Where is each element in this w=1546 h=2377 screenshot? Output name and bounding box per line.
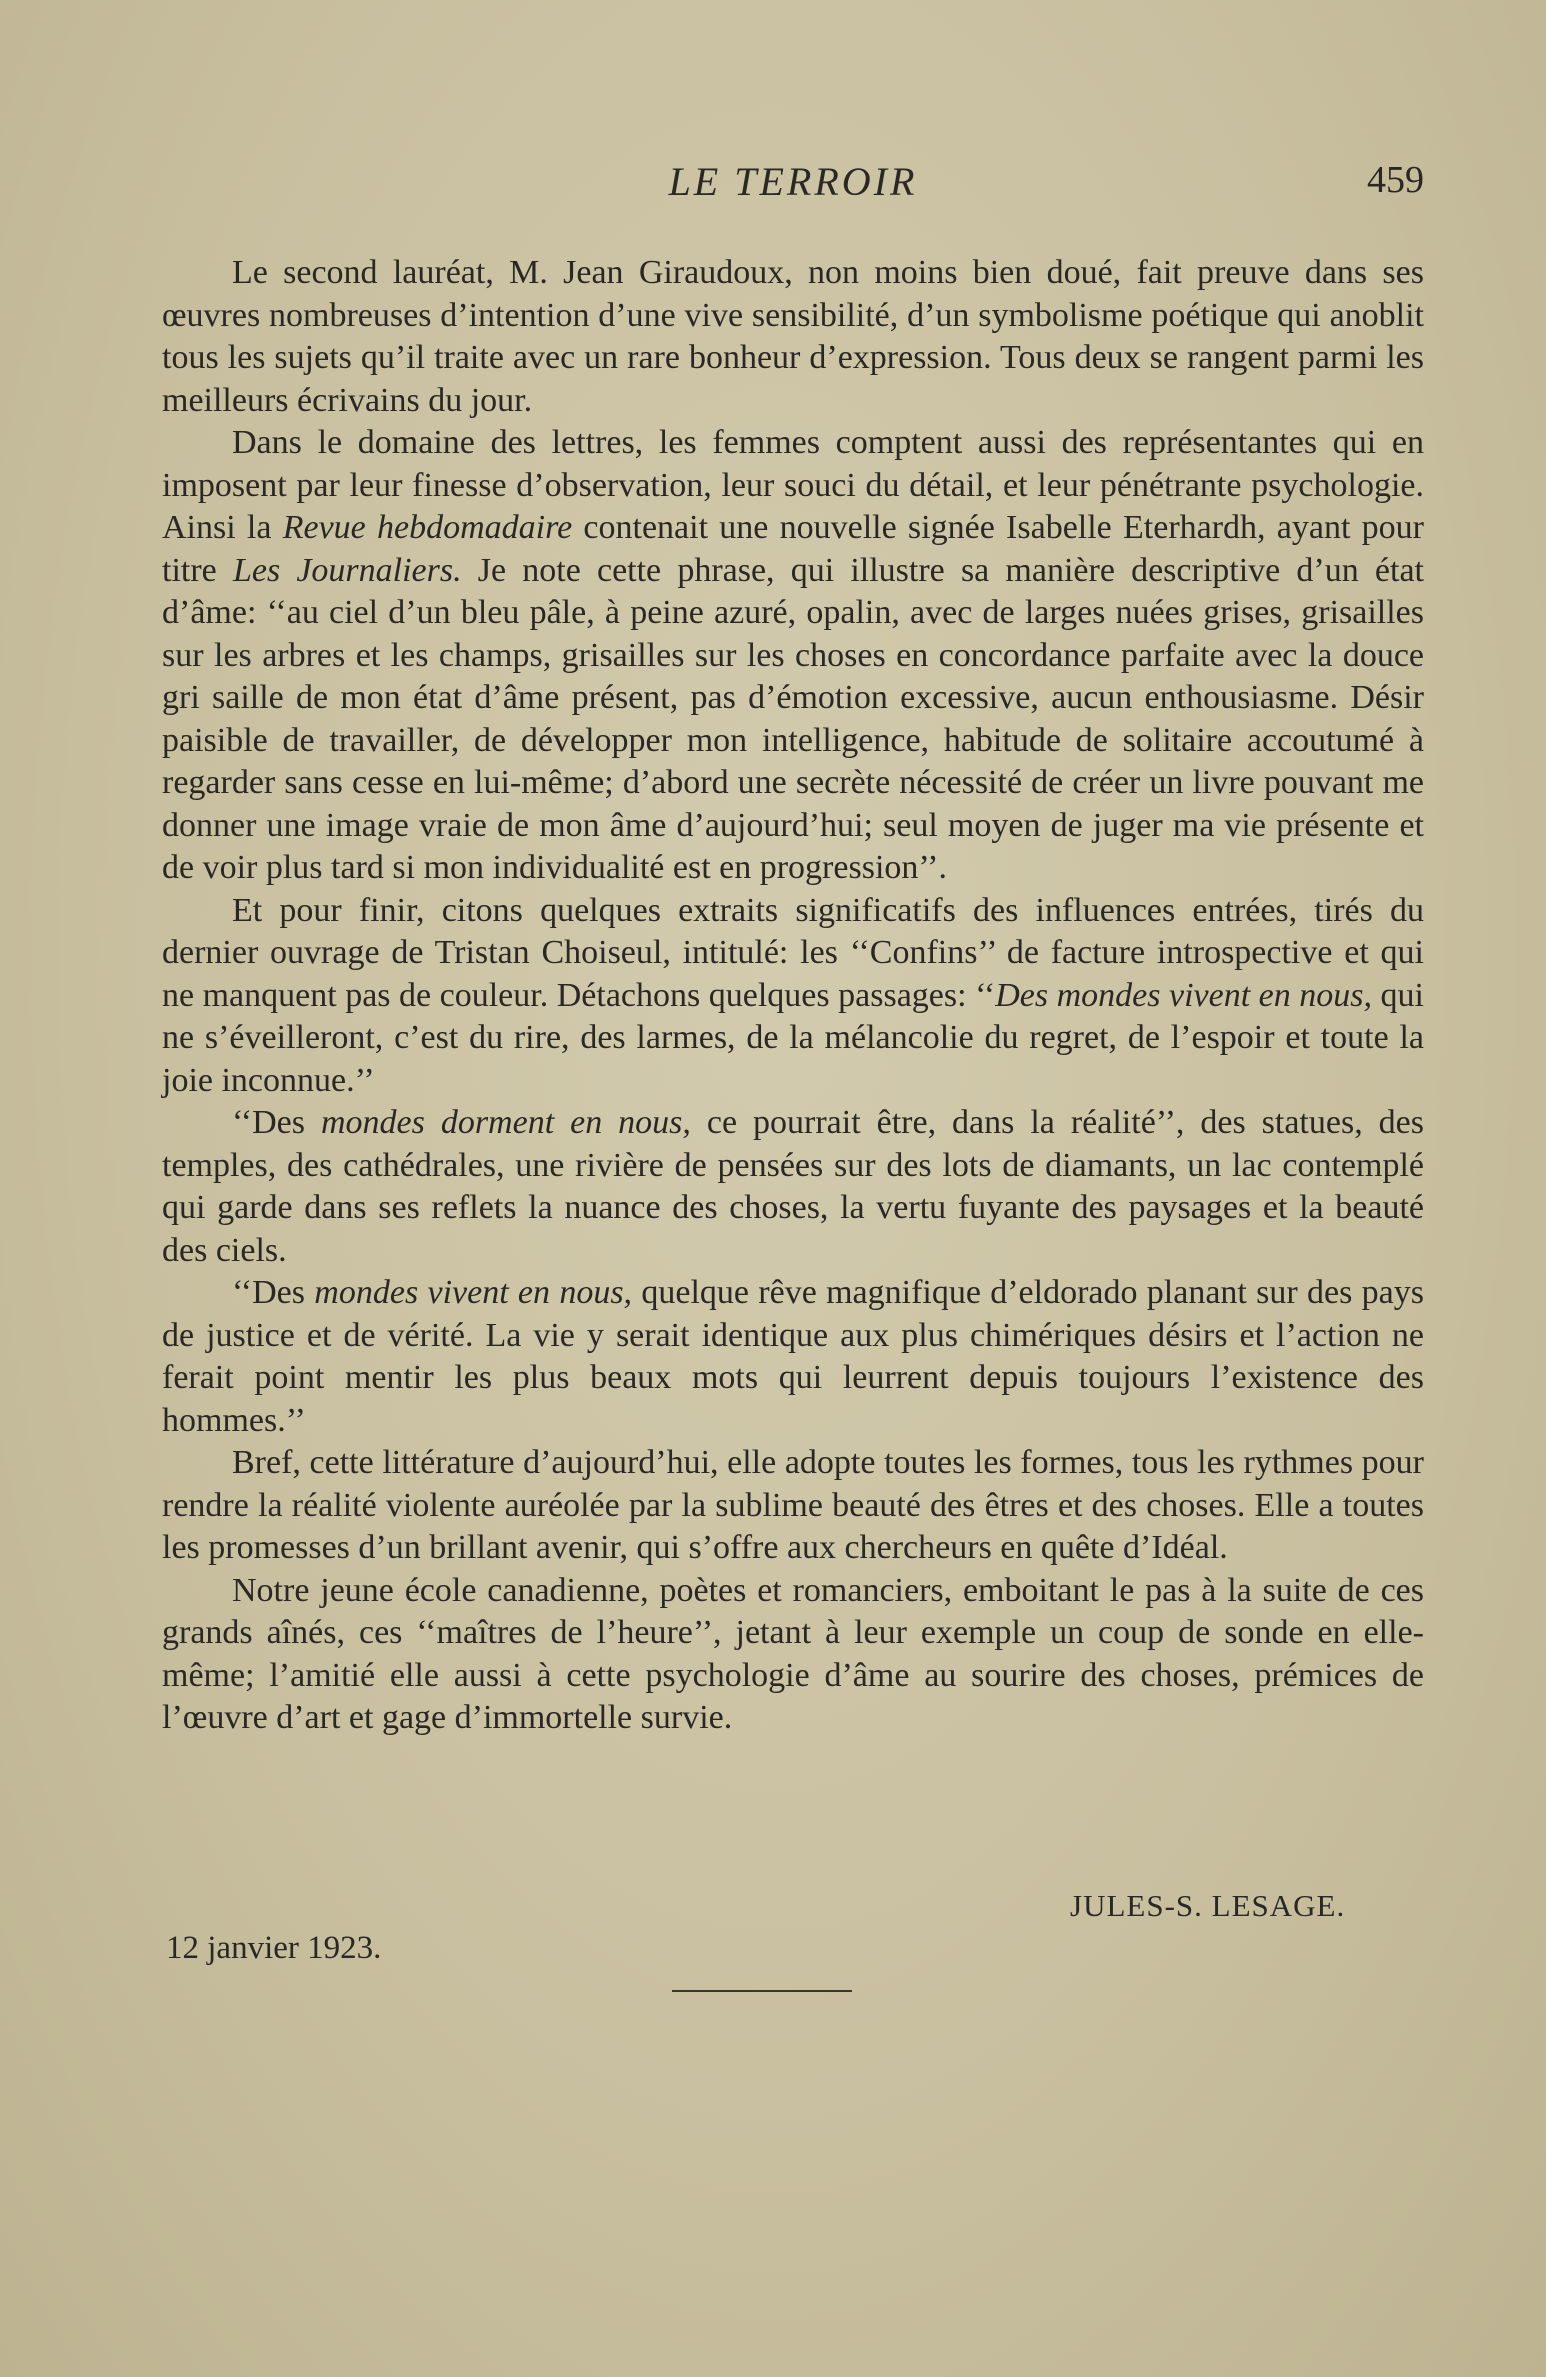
text-segment: Et pour finir, citons quelques extraits significatifs des influences entrées, tirés du dernier ouvrage de Tristan Choiseul, intitulé: les ‘‘Confins’’ de facture introspective et qui ne manquent pas de couleur. Détachons quelques passages: ‘‘ (162, 891, 1424, 1014)
text-segment: Dans le domaine des lettres, les femmes comptent aussi des représentantes qui en imposent par leur finesse d’observation, leur souci du détail, et leur pénétrante psychologie. Ainsi la (162, 424, 1424, 546)
italic-segment: mondes dorment en nous, (320, 1104, 691, 1141)
text-segment: quelque rêve magnifique d’eldorado planant sur des pays de justice et de vérité. La vie y serait identique aux plus chimériques désirs et l’action ne ferait point mentir les plus beaux mots qui leurrent depuis toujours l’existence des hommes.’’ (162, 1274, 1424, 1439)
running-title: LE TERROIR (668, 159, 918, 204)
author-signature: JULES-S. LESAGE. (1070, 1888, 1346, 1923)
closing-rule (672, 1990, 852, 1992)
text-segment: contenait une nouvelle signée Isabelle Eterhardh, ayant pour titre (162, 509, 1424, 589)
italic-segment: Les Journaliers. (232, 551, 462, 589)
date-line: 12 janvier 1923. (166, 1930, 382, 1966)
text-segment: Notre jeune école canadienne, poètes et romanciers, emboitant le pas à la suite de ces grands aînés, ces ‘‘maîtres de l’heure’’, jetant à leur exemple un coup de sonde en elle-même; l’amitié elle aussi à cette psychologie d’âme au sourire des choses, prémices de l’œuvre d’art et gage d’immortelle survie. (162, 1571, 1424, 1736)
paragraph (162, 890, 1424, 1103)
italic-segment: mondes vivent en nous, (314, 1274, 633, 1311)
page-number: 459 (1367, 159, 1424, 201)
article-body (162, 252, 1424, 1740)
paragraph (162, 1570, 1424, 1740)
paragraph (162, 252, 1424, 422)
text-segment: Je note cette phrase, qui illustre sa manière descriptive d’un état d’âme: ‘‘au ciel d’un bleu pâle, à peine azuré, opalin, avec de larges nuées grises, grisailles sur les arbres et les champs, grisailles sur les choses en concordance parfaite avec la douce gri saille de mon état d’âme présent, pas d’émotion excessive, aucun enthousiasme. Désir paisible de travailler, de développer mon intelligence, habitude de solitaire accoutumé à regarder sans cesse en lui-même; d’abord une secrète nécessité de créer un livre pouvant me donner une image vraie de mon âme d’aujourd’hui; seul moyen de juger ma vie présente et de voir plus tard si mon individualité est en progression’’. (162, 551, 1424, 886)
text-segment: Le second lauréat, M. Jean Giraudoux, non moins bien doué, fait preuve dans ses œuvres nombreuses d’intention d’une vive sensibilité, d’un symbolisme poétique qui anoblit tous les sujets qu’il traite avec un rare bonheur d’expression. Tous deux se rangent parmi les meilleurs écrivains du jour. (162, 254, 1424, 419)
paragraph (162, 422, 1424, 890)
paragraph (162, 1272, 1424, 1442)
text-segment: ce pourrait être, dans la réalité’’, des statues, des temples, des cathédrales, une rivière de pensées sur des lots de diamants, un lac contemplé qui garde dans ses reflets la nuance des choses, la vertu fuyante des paysages et la beauté des ciels. (162, 1104, 1424, 1269)
paragraph (162, 1442, 1424, 1570)
text-segment: Bref, cette littérature d’aujourd’hui, elle adopte toutes les formes, tous les rythmes pour rendre la réalité violente auréolée par la sublime beauté des êtres et des choses. Elle a toutes les promesses d’un brillant avenir, qui s’offre aux chercheurs en quête d’Idéal. (162, 1444, 1424, 1566)
text-segment: ‘‘Des (232, 1104, 321, 1141)
italic-segment: Des mondes vivent en nous, (995, 976, 1373, 1014)
paragraph (162, 1102, 1424, 1272)
page-header (162, 158, 1424, 208)
text-segment: qui ne s’éveilleront, c’est du rire, des larmes, de la mélancolie du regret, de l’espoir et toute la joie inconnue.’’ (162, 976, 1424, 1099)
text-segment: ‘‘Des (232, 1274, 315, 1311)
italic-segment: Revue hebdomadaire (282, 509, 573, 546)
